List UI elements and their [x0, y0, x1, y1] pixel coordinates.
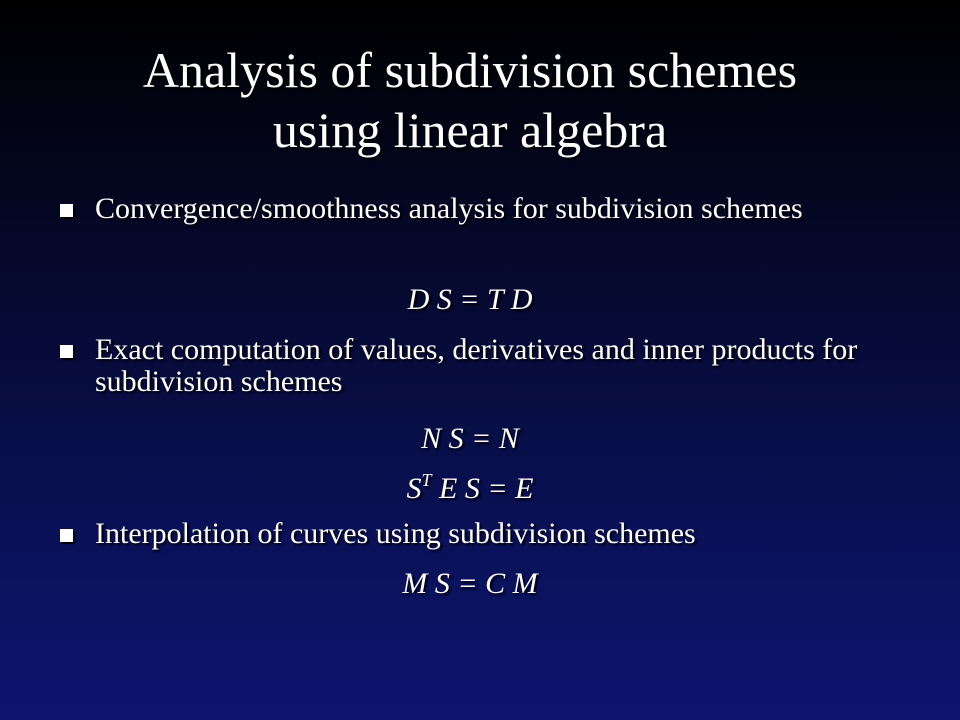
formula-st-e-s-e [60, 470, 880, 505]
slide-title [0, 40, 940, 160]
bullet-item-interpolation [60, 518, 915, 550]
formula-m-s-c-m: M S = C M [402, 567, 538, 600]
formula-n-s-n: N S = N [421, 422, 519, 455]
title-line-2: using linear algebra [272, 102, 668, 158]
formula-superscript: T [421, 470, 432, 490]
formula-d-s-t-d: D S = T D [407, 283, 533, 316]
square-bullet-icon [60, 529, 73, 542]
formula-rest: E S = E [439, 472, 534, 505]
bullet-text: Exact computation of values, derivatives and inner products for subdivision schemes [95, 333, 858, 398]
bullet-item-exact-computation [60, 334, 915, 398]
square-bullet-icon [60, 345, 73, 358]
title-line-1: Analysis of subdivision schemes [142, 42, 798, 98]
bullet-item-convergence [60, 193, 915, 225]
square-bullet-icon [60, 204, 73, 217]
formula-base: S [406, 472, 422, 505]
bullet-text: Interpolation of curves using subdivision schemes [95, 517, 696, 550]
bullet-text: Convergence/smoothness analysis for subdivision schemes [95, 192, 803, 225]
